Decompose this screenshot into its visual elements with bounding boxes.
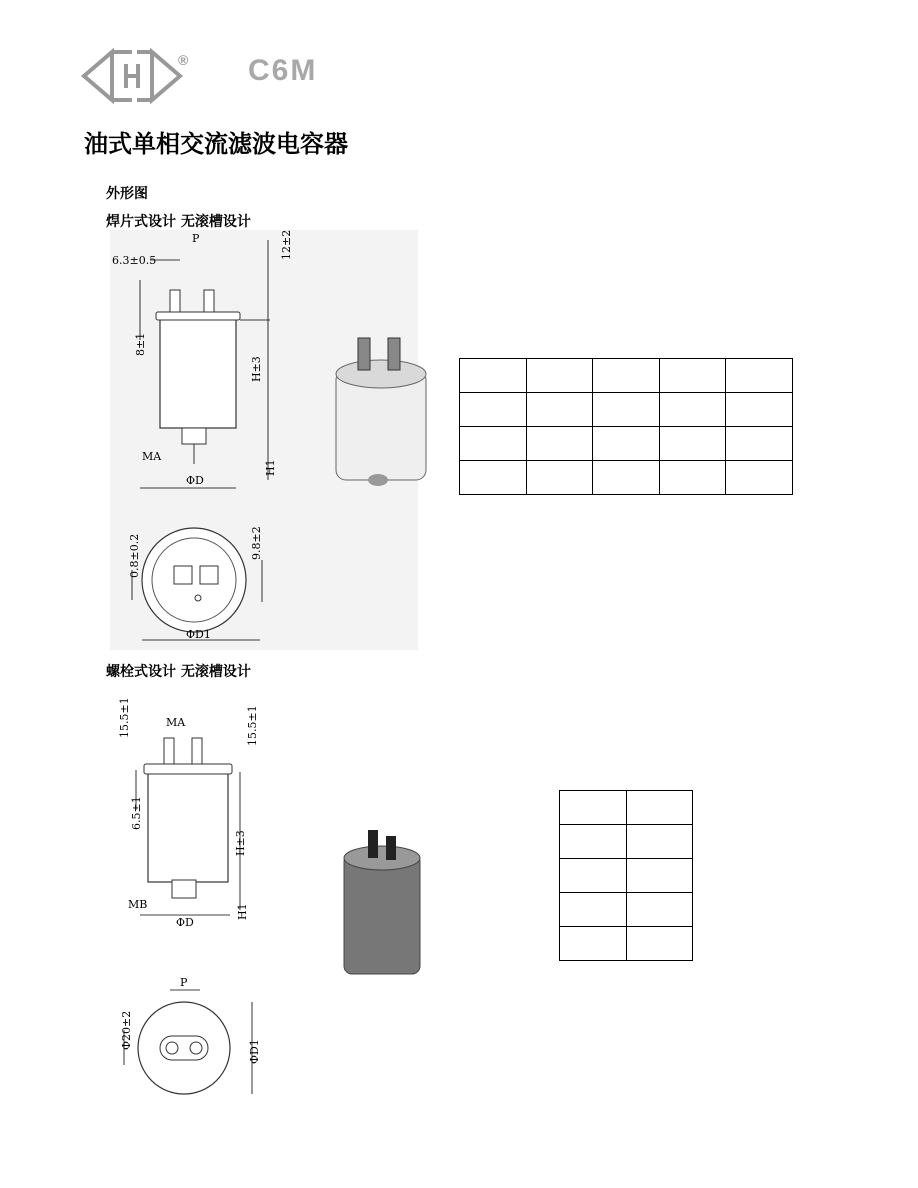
dim-shoulder: 8±1 (134, 332, 147, 356)
dim-ma: MA (142, 450, 162, 463)
dim-p: P (180, 976, 188, 989)
dim-terminal: 9.8±2 (250, 526, 263, 560)
section-outline-heading: 外形图 (106, 186, 148, 202)
section-screw-design-heading: 螺栓式设计 无滚槽设计 (106, 664, 251, 680)
screw-capacitor-top-drawing (110, 970, 270, 1100)
dim-left-height: 15.5±1 (118, 697, 131, 738)
dim-ma: MA (166, 716, 186, 729)
brand-logo (82, 50, 182, 102)
dim-gap: 0.8±0.2 (128, 533, 141, 578)
dim-height: H±3 (250, 356, 263, 382)
dim-diameter: ΦD (186, 474, 204, 487)
dim-shoulder: 6.5±1 (130, 796, 143, 830)
dim-h1: H1 (236, 903, 249, 920)
spec-table-2 (559, 790, 693, 961)
dim-diameter-d1: ΦD1 (248, 1039, 261, 1064)
section-lug-design-heading: 焊片式设计 无滚槽设计 (106, 214, 251, 230)
dim-diameter: ΦD (176, 916, 194, 929)
screw-capacitor-photo (340, 826, 424, 976)
registered-mark: ® (178, 52, 189, 68)
dim-height: H±3 (234, 830, 247, 856)
model-code: C6M (248, 54, 318, 87)
dim-right-height: 15.5±1 (246, 705, 259, 746)
dim-top-height: 12±2 (280, 229, 293, 260)
dim-diameter-d1: ΦD1 (186, 628, 211, 641)
dim-tab-width: 6.3±0.5 (112, 254, 157, 267)
lug-capacitor-photo (330, 330, 440, 490)
dim-p: P (192, 232, 200, 245)
spec-table-1 (459, 358, 793, 495)
dim-mb: MB (128, 898, 148, 911)
dim-h1: H1 (264, 459, 277, 476)
page-title: 油式单相交流滤波电容器 (84, 130, 348, 158)
screw-capacitor-side-drawing (110, 680, 270, 930)
dim-boss: Φ20±2 (120, 1010, 133, 1050)
